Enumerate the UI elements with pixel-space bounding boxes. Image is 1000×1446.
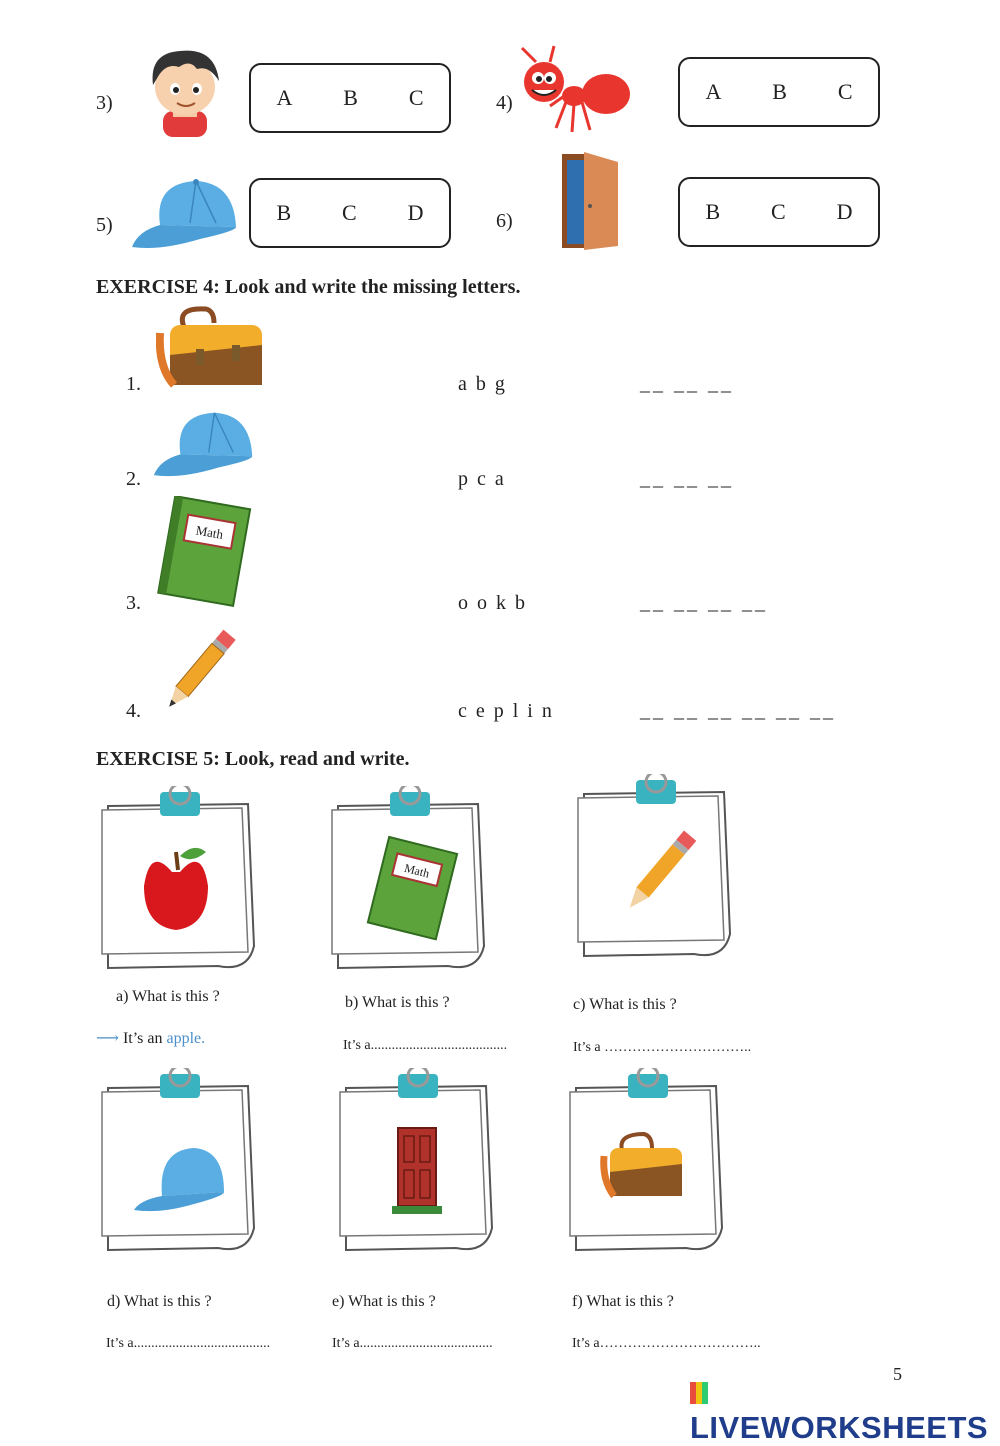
arrow-right-icon: ⟶ <box>96 1030 119 1047</box>
ex4-row-2-number: 2. <box>126 468 141 490</box>
logo-grid-icon <box>690 1382 708 1404</box>
note-card-pencil <box>574 774 740 962</box>
book-label: Math <box>194 522 225 542</box>
ex4-row-3-letters: o o k b <box>458 592 527 614</box>
ex4-row-2-blanks[interactable]: __ __ __ <box>640 468 734 490</box>
answer-e[interactable]: It’s a...................................... <box>332 1336 493 1351</box>
item-4-number: 4) <box>496 92 513 114</box>
math-book-icon <box>152 496 256 608</box>
ant-icon <box>514 44 634 134</box>
question-e: e) What is this ? <box>332 1293 436 1310</box>
ex4-row-3-number: 3. <box>126 592 141 614</box>
ex4-row-2-letters: p c a <box>458 468 506 490</box>
item-5-number: 5) <box>96 214 113 236</box>
answer-a-word: apple. <box>166 1030 206 1047</box>
answer-d[interactable]: It’s a....................................... <box>106 1336 271 1351</box>
item-6-options[interactable] <box>678 177 880 247</box>
option-b[interactable]: B <box>343 85 358 110</box>
note-card-apple <box>98 786 264 974</box>
question-c: c) What is this ? <box>573 996 677 1013</box>
cap-icon <box>152 404 256 482</box>
note-card-bag <box>566 1068 732 1256</box>
question-d: d) What is this ? <box>107 1293 212 1310</box>
door-icon <box>560 150 624 250</box>
option-a[interactable]: A <box>276 85 293 110</box>
pencil-icon <box>160 624 240 716</box>
option-b[interactable]: B <box>705 199 721 224</box>
ex4-row-1-number: 1. <box>126 373 141 395</box>
question-f: f) What is this ? <box>572 1293 674 1310</box>
schoolbag-icon <box>156 303 268 389</box>
item-3-options[interactable] <box>249 63 451 133</box>
ex4-row-1-letters: a b g <box>458 373 507 395</box>
ex4-row-4-number: 4. <box>126 700 141 722</box>
answer-a <box>96 1028 205 1048</box>
item-6-number: 6) <box>496 210 513 232</box>
option-c[interactable]: C <box>771 199 786 224</box>
ex4-row-4-letters: c e p l i n <box>458 700 554 722</box>
option-c[interactable]: C <box>837 79 853 104</box>
question-a: a) What is this ? <box>116 988 220 1005</box>
answer-a-prefix: It’s an <box>122 1030 163 1047</box>
page-number: 5 <box>893 1364 902 1384</box>
option-b[interactable]: B <box>772 79 787 104</box>
ex4-row-1-blanks[interactable]: __ __ __ <box>640 373 734 395</box>
option-d[interactable]: D <box>836 199 853 224</box>
exercise-5-heading: EXERCISE 5: Look, read and write. <box>96 748 410 770</box>
option-c[interactable]: C <box>408 85 424 110</box>
liveworksheets-logo: LIVEWORKSHEETS <box>690 1374 1000 1446</box>
answer-f[interactable]: It’s a…………………………….. <box>572 1336 761 1351</box>
exercise-4-heading: EXERCISE 4: Look and write the missing letters. <box>96 276 521 298</box>
item-3-number: 3) <box>96 92 113 114</box>
note-card-door <box>336 1068 502 1256</box>
note-card-book <box>328 786 494 974</box>
book-label: Math <box>402 860 431 881</box>
ex4-row-4-blanks[interactable]: __ __ __ __ __ __ <box>640 700 836 722</box>
note-card-cap <box>98 1068 264 1256</box>
item-5-options[interactable] <box>249 178 451 248</box>
answer-c[interactable]: It’s a ………………………….. <box>573 1040 752 1055</box>
ex4-row-3-blanks[interactable]: __ __ __ __ <box>640 592 768 614</box>
cap-icon <box>130 175 240 251</box>
option-a[interactable]: A <box>705 79 722 104</box>
question-b: b) What is this ? <box>345 994 450 1011</box>
option-b[interactable]: B <box>276 200 292 225</box>
option-c[interactable]: C <box>342 200 357 225</box>
option-d[interactable]: D <box>407 200 424 225</box>
item-4-options[interactable] <box>678 57 880 127</box>
answer-b[interactable]: It’s a....................................... <box>343 1038 508 1053</box>
boy-icon <box>135 45 235 137</box>
